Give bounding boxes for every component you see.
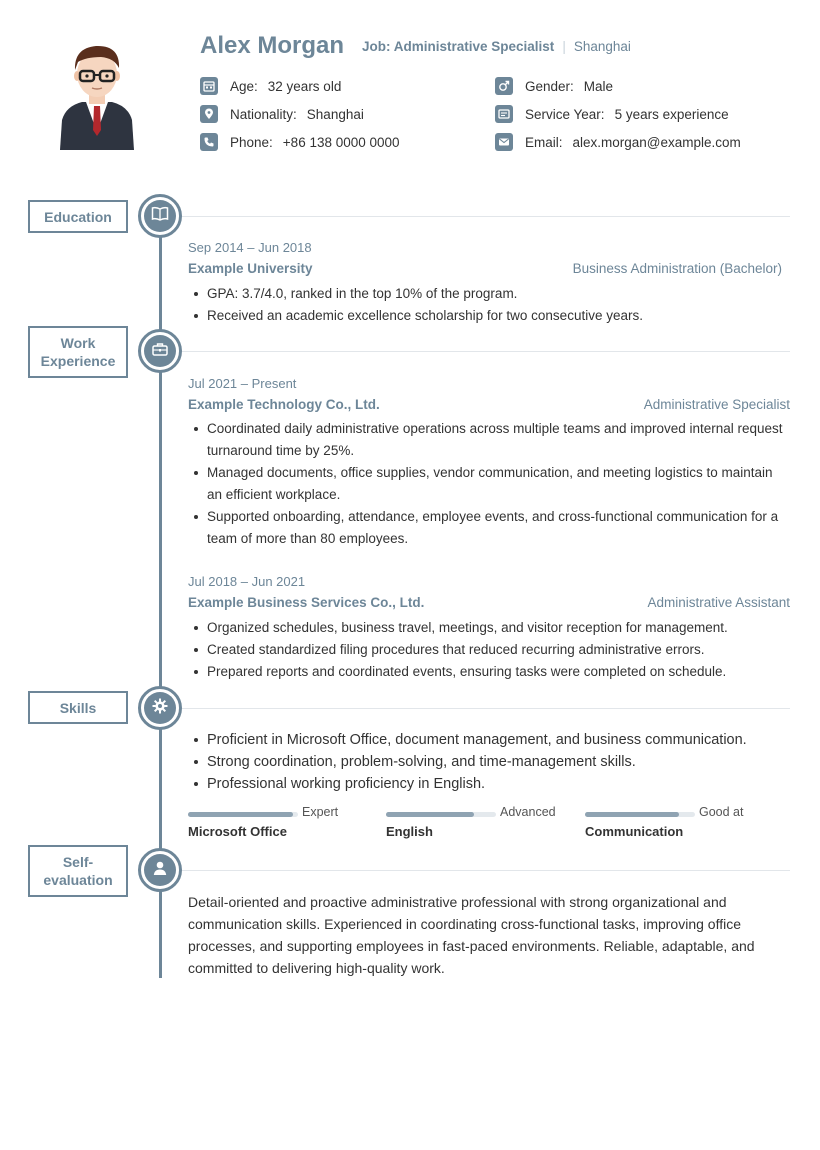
- info-nationality-label: Nationality:: [230, 106, 297, 122]
- book-icon: [151, 206, 169, 227]
- list-item: Organized schedules, business travel, meetings, and visitor reception for management.: [188, 617, 790, 639]
- list-item: Professional working proficiency in English.: [188, 773, 790, 795]
- job-date: Jul 2021 – Present: [188, 376, 297, 391]
- skill-bar-track: [585, 812, 695, 817]
- section-title-line: Self-: [62, 854, 94, 870]
- user-icon: [152, 860, 168, 881]
- male-icon: [495, 77, 513, 95]
- job-company: Example Business Services Co., Ltd.: [188, 595, 425, 610]
- mail-icon: [495, 133, 513, 151]
- section-title-self-evaluation: [28, 845, 128, 897]
- info-email-value: alex.morgan@example.com: [572, 134, 741, 150]
- section-title-work-experience: [28, 326, 128, 378]
- info-nationality-value: Shanghai: [306, 106, 364, 122]
- info-service-year-label: Service Year:: [525, 106, 605, 122]
- id-card-icon: [495, 105, 513, 123]
- job-bullets: [188, 418, 790, 550]
- skill-bar-track: [386, 812, 496, 817]
- list-item: Coordinated daily administrative operations across multiple teams and improved internal request turnaround time by 25%.: [188, 418, 790, 462]
- self-evaluation-badge: [138, 848, 182, 892]
- job-bullets: [188, 617, 790, 683]
- info-phone-label: Phone:: [230, 134, 273, 150]
- skill-bar-track: [188, 812, 298, 817]
- info-service-year: [495, 105, 729, 123]
- skill-bar-fill: [188, 812, 293, 817]
- info-gender-label: Gender:: [525, 78, 574, 94]
- info-email: [495, 133, 741, 151]
- section-title-line: evaluation: [43, 872, 113, 888]
- info-nationality: [200, 105, 364, 123]
- avatar: [56, 40, 138, 150]
- education-badge: [138, 194, 182, 238]
- info-age: [200, 77, 341, 95]
- skill-name: Microsoft Office: [188, 824, 287, 839]
- skills-bullets: [188, 729, 790, 795]
- list-item: Proficient in Microsoft Office, document management, and business communication.: [188, 729, 790, 751]
- job-role: Administrative Assistant: [647, 595, 790, 610]
- job-title: Job: Administrative Specialist: [362, 39, 555, 54]
- skill-level: Advanced: [500, 805, 556, 819]
- list-item: Received an academic excellence scholarship for two consecutive years.: [188, 305, 790, 327]
- job-date: Jul 2018 – Jun 2021: [188, 574, 306, 589]
- education-bullets: [188, 283, 790, 327]
- candidate-name: Alex Morgan: [200, 32, 345, 59]
- education-major: Business Administration (Bachelor): [572, 261, 782, 276]
- info-email-label: Email:: [525, 134, 563, 150]
- job-company: Example Technology Co., Ltd.: [188, 397, 380, 412]
- location-pin-icon: [200, 105, 218, 123]
- list-item: Strong coordination, problem-solving, and time-management skills.: [188, 751, 790, 773]
- list-item: Prepared reports and coordinated events, ensuring tasks were completed on schedule.: [188, 661, 790, 683]
- list-item: Created standardized filing procedures that reduced recurring administrative errors.: [188, 639, 790, 661]
- self-evaluation-text: Detail-oriented and proactive administrative professional with strong organizational and communication skills. Experienced in coordinating cross-functional tasks, improving office processes, and supporting employees in fast-paced environments. Reliable, adaptable, and committed to delivering high-quality work.: [188, 894, 755, 976]
- section-divider: [182, 870, 790, 871]
- job-location: Shanghai: [573, 39, 631, 54]
- info-gender: [495, 77, 613, 95]
- job-role: Administrative Specialist: [643, 397, 790, 412]
- info-service-year-value: 5 years experience: [614, 106, 729, 122]
- skill-bar-fill: [585, 812, 679, 817]
- calendar-icon: [200, 77, 218, 95]
- education-school: Example University: [188, 261, 313, 276]
- info-phone-value: +86 138 0000 0000: [282, 134, 400, 150]
- list-item: Managed documents, office supplies, vendor communication, and meeting logistics to maintain an efficient workplace.: [188, 462, 790, 506]
- briefcase-icon: [152, 342, 168, 361]
- skill-name: English: [386, 824, 433, 839]
- skills-badge: [138, 686, 182, 730]
- section-divider: [182, 216, 790, 217]
- work-badge: [138, 329, 182, 373]
- info-gender-value: Male: [583, 78, 614, 94]
- section-title-education: Education: [28, 200, 128, 233]
- education-date: Sep 2014 – Jun 2018: [188, 240, 312, 255]
- section-divider: [182, 351, 790, 352]
- phone-icon: [200, 133, 218, 151]
- divider: |: [562, 39, 566, 54]
- section-divider: [182, 708, 790, 709]
- section-title-skills: Skills: [28, 691, 128, 724]
- section-title-line: Work: [60, 335, 96, 351]
- info-age-value: 32 years old: [267, 78, 342, 94]
- section-title-line: Experience: [40, 353, 116, 369]
- skill-level: Expert: [302, 805, 339, 819]
- info-phone: [200, 133, 400, 151]
- info-age-label: Age:: [230, 78, 258, 94]
- list-item: Supported onboarding, attendance, employee events, and cross-functional communication for a team of more than 80 employees.: [188, 506, 790, 550]
- job-line: [362, 39, 631, 54]
- skill-name: Communication: [585, 824, 684, 839]
- list-item: GPA: 3.7/4.0, ranked in the top 10% of the program.: [188, 283, 790, 305]
- skill-level: Good at: [699, 805, 744, 819]
- gear-icon: [152, 698, 168, 719]
- skill-bar-fill: [386, 812, 474, 817]
